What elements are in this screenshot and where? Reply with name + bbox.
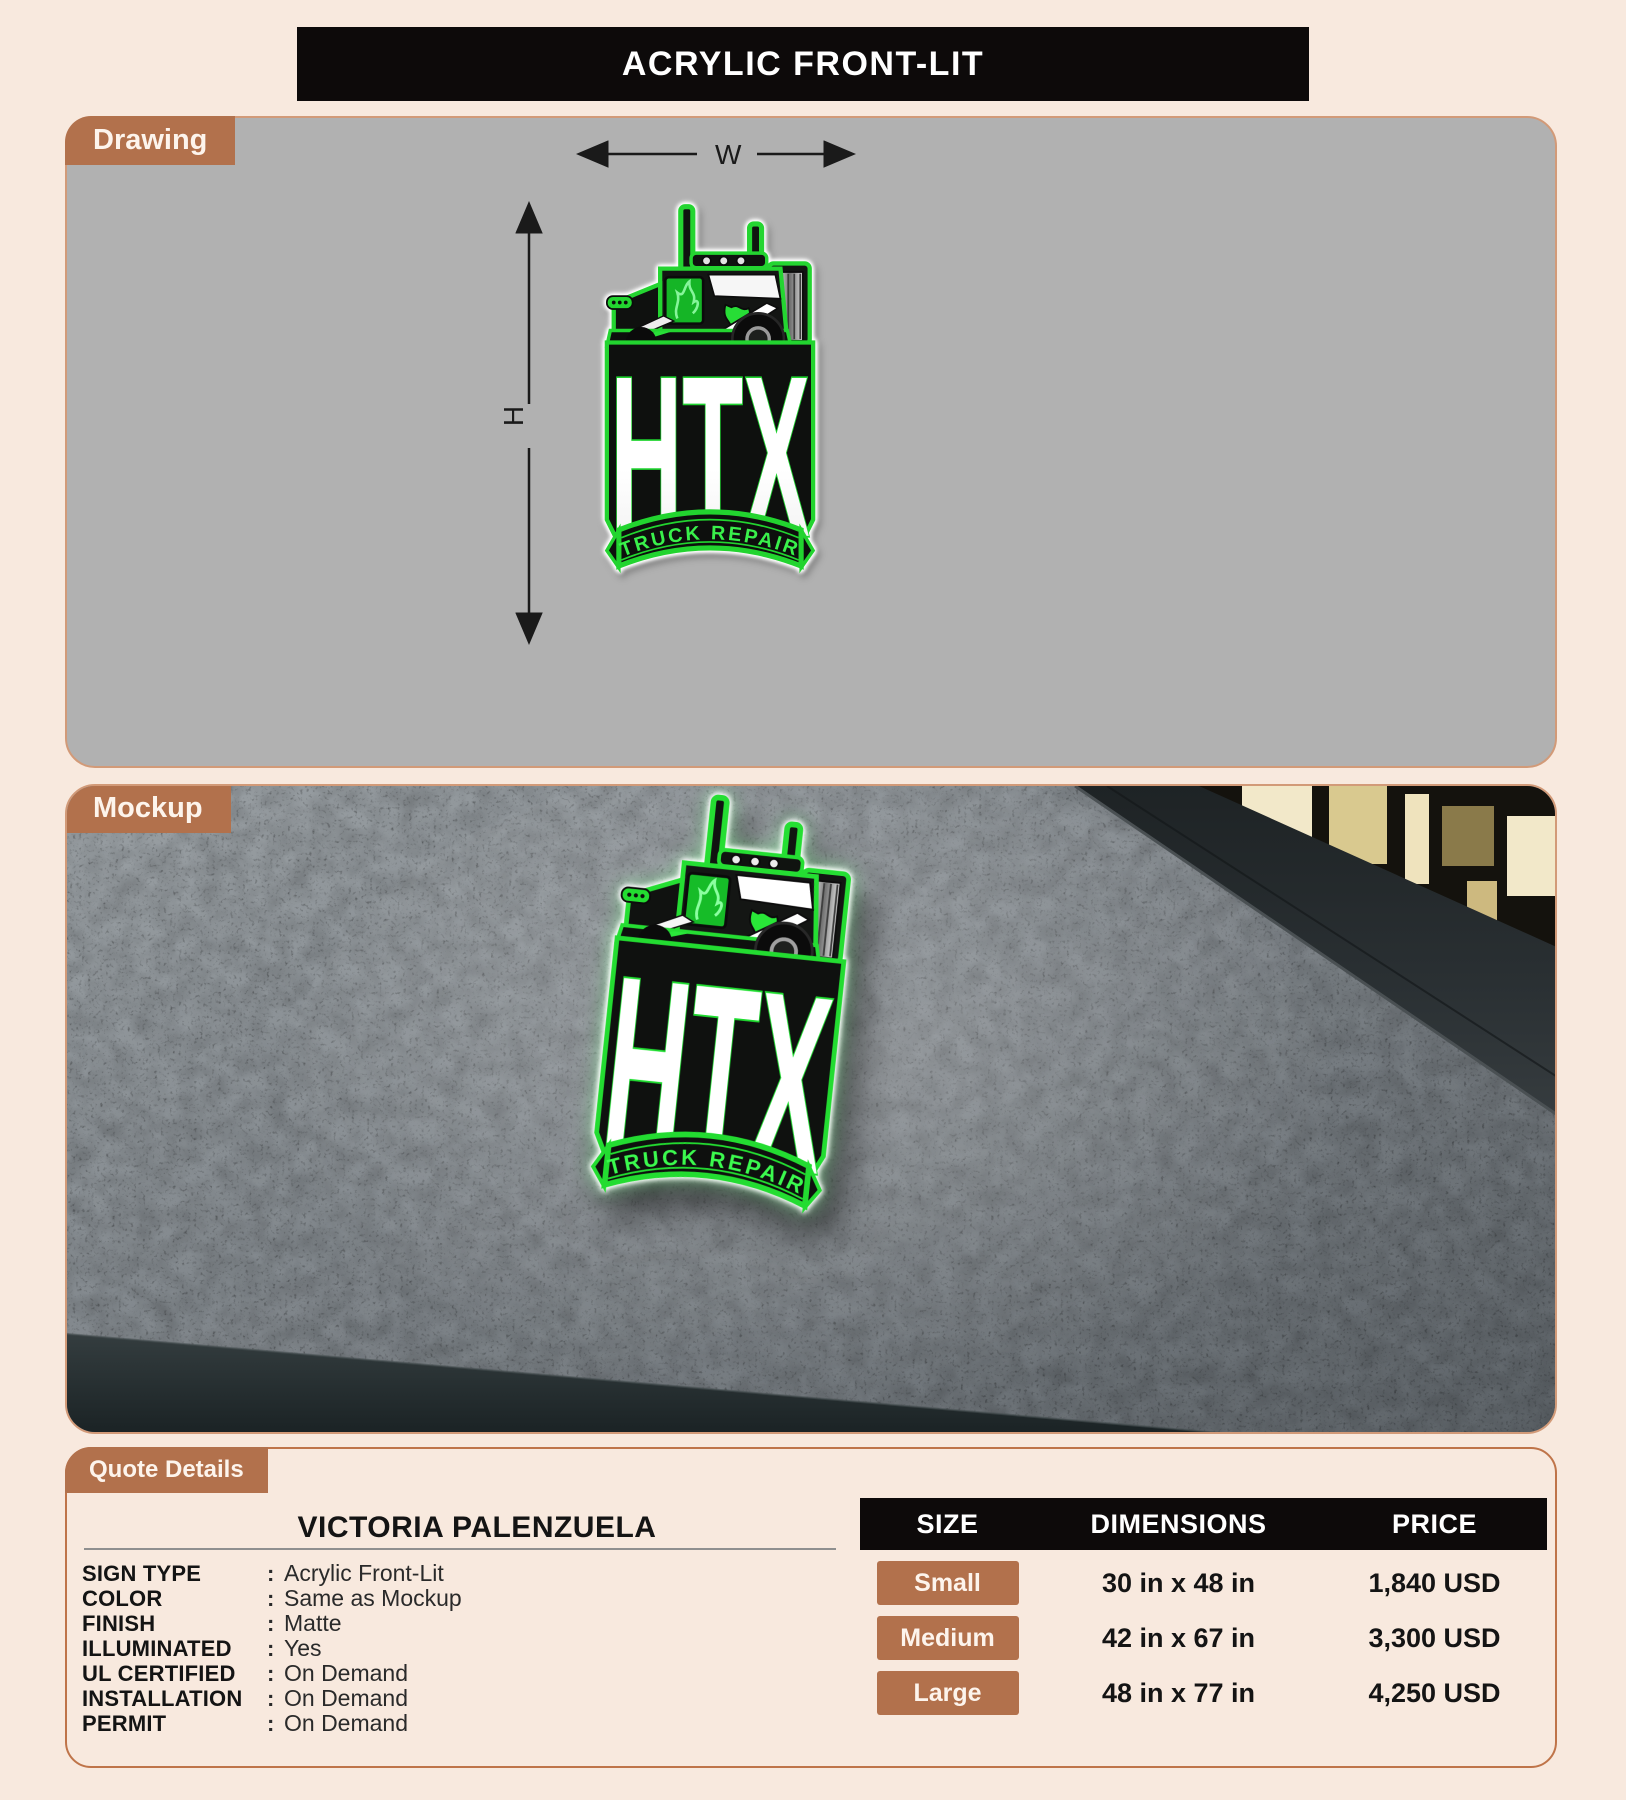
dimensions-value: 30 in x 48 in	[1101, 1567, 1256, 1598]
size-label: Large	[913, 1678, 982, 1707]
divider	[84, 1548, 836, 1550]
sign-logo-drawing	[581, 162, 839, 609]
mockup-tab	[65, 784, 231, 833]
spec-label: UL CERTIFIED	[82, 1660, 236, 1686]
quote-tab-label: Quote Details	[89, 1456, 244, 1483]
dimensions-value: 42 in x 67 in	[1101, 1622, 1256, 1653]
spec-row-sign-type	[82, 1561, 862, 1586]
title-bar	[297, 27, 1309, 101]
spec-value: Yes	[284, 1635, 322, 1661]
spec-row-installation	[82, 1686, 862, 1711]
height-dimension	[498, 206, 529, 640]
spec-label: PERMIT	[82, 1710, 167, 1736]
price-table-header	[860, 1498, 1547, 1550]
page-title: ACRYLIC FRONT-LIT	[621, 44, 985, 83]
spec-colon: :	[267, 1610, 275, 1636]
quote-panel	[65, 1447, 1557, 1768]
spec-label: ILLUMINATED	[82, 1635, 232, 1661]
drawing-tab-label: Drawing	[93, 124, 208, 156]
drawing-panel	[65, 116, 1557, 768]
size-badge-medium	[877, 1616, 1019, 1660]
spec-row-color	[82, 1586, 862, 1611]
price-value: 4,250 USD	[1368, 1677, 1501, 1708]
spec-value: On Demand	[284, 1660, 409, 1686]
price-value: 1,840 USD	[1368, 1567, 1501, 1598]
spec-colon: :	[267, 1585, 275, 1611]
spec-colon: :	[267, 1660, 275, 1686]
spec-list	[82, 1561, 862, 1736]
drawing-tab	[65, 116, 235, 165]
col-header-dimensions: DIMENSIONS	[1090, 1508, 1267, 1539]
table-row-large	[860, 1671, 1547, 1715]
spec-row-finish	[82, 1611, 862, 1636]
spec-value: Acrylic Front-Lit	[284, 1560, 444, 1586]
spec-label: FINISH	[82, 1610, 156, 1636]
spec-label: COLOR	[82, 1585, 163, 1611]
table-row-medium	[860, 1616, 1547, 1660]
mockup-tab-label: Mockup	[93, 792, 203, 824]
spec-value: Same as Mockup	[284, 1585, 462, 1611]
price-value: 3,300 USD	[1368, 1622, 1501, 1653]
spec-colon: :	[267, 1635, 275, 1661]
col-header-price: PRICE	[1391, 1508, 1478, 1539]
quote-tab	[65, 1447, 268, 1493]
size-badge-small	[877, 1561, 1019, 1605]
spec-row-permit	[82, 1711, 862, 1736]
spec-label: INSTALLATION	[82, 1685, 243, 1711]
spec-colon: :	[267, 1560, 275, 1586]
sign-logo-mockup	[558, 784, 893, 1258]
spec-value: On Demand	[284, 1685, 409, 1711]
spec-colon: :	[267, 1685, 275, 1711]
width-label: W	[715, 139, 742, 170]
spec-label: SIGN TYPE	[82, 1560, 202, 1586]
col-header-size: SIZE	[916, 1508, 979, 1539]
spec-colon: :	[267, 1710, 275, 1736]
spec-value: Matte	[284, 1610, 342, 1636]
size-label: Small	[914, 1568, 981, 1597]
customer-name: VICTORIA PALENZUELA	[297, 1511, 657, 1544]
spec-row-illuminated	[82, 1636, 862, 1661]
spec-value: On Demand	[284, 1710, 409, 1736]
dimensions-value: 48 in x 77 in	[1101, 1677, 1256, 1708]
table-row-small	[860, 1561, 1547, 1605]
mockup-panel	[65, 784, 1557, 1434]
size-badge-large	[877, 1671, 1019, 1715]
spec-row-ul-certified	[82, 1661, 862, 1686]
size-label: Medium	[900, 1623, 995, 1652]
price-table	[860, 1498, 1547, 1715]
height-label: H	[498, 405, 529, 427]
